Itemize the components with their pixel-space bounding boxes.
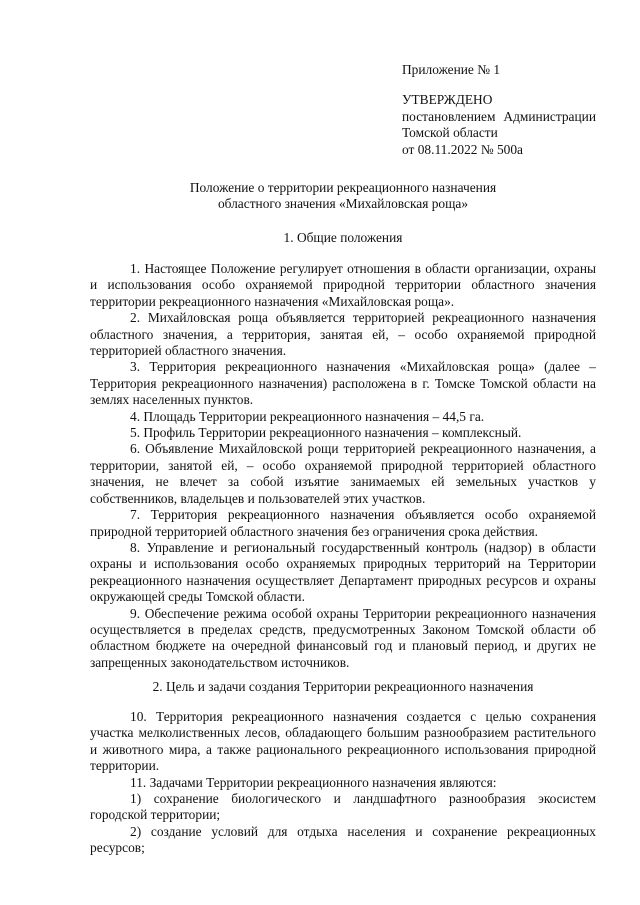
paragraph: 1) сохранение биологического и ландшафтного разнообразия экосистем городской территории; bbox=[90, 791, 596, 823]
document-title-line-2: областного значения «Михайловская роща» bbox=[217, 196, 469, 212]
section-1-heading: 1. Общие положения bbox=[283, 230, 403, 245]
paragraph: 5. Профиль Территории рекреационного назначения – комплексный. bbox=[130, 425, 522, 441]
paragraph: 1. Настоящее Положение регулирует отношения в области организации, охраны и использования особо охраняемой природной территории областного значения территории рекреационного назначения «Михайловская роща». bbox=[90, 261, 596, 309]
appendix-label: Приложение № 1 bbox=[402, 62, 501, 77]
paragraph: 3. Территория рекреационного назначения «Михайловская роща» (далее – Территория рекреационного назначения) расположена в г. Томске Томской области на землях населенных пунктов. bbox=[90, 359, 596, 408]
document-title bbox=[90, 180, 596, 213]
paragraph: 4. Площадь Территории рекреационного назначения – 44,5 га. bbox=[130, 408, 485, 424]
approval-block bbox=[402, 62, 596, 158]
paragraph: 8. Управление и региональный государственный контроль (надзор) в области охраны и использования особо охраняемых природных территорий на Территории рекреационного назначения осуществляет Департамент природных ресурсов и охраны окружающей среды Томской области. bbox=[90, 539, 596, 605]
paragraph: 7. Территория рекреационного назначения объявляется особо охраняемой природной территорией областного значения без ограничения срока действия. bbox=[90, 507, 596, 539]
section-2-body bbox=[90, 709, 596, 857]
approved-label: УТВЕРЖДЕНО bbox=[402, 92, 493, 108]
paragraph: 2. Михайловская роща объявляется территорией рекреационного назначения областного значения, а территория, занятая ей, – особо охраняемой природной территорией областного значения. bbox=[90, 310, 596, 359]
paragraph: 9. Обеспечение режима особой охраны Территории рекреационного назначения осуществляется в пределах средств, предусмотренных Законом Томской области об областном бюджете на очередной финансовый год и плановый период, и других не запрещенных законодательством источников. bbox=[90, 605, 596, 670]
document-title-line-1: Положение о территории рекреационного назначения bbox=[189, 180, 497, 195]
paragraph: 2) создание условий для отдыха населения и сохранение рекреационных ресурсов; bbox=[90, 823, 596, 856]
approval-date-number: от 08.11.2022 № 500а bbox=[402, 141, 523, 157]
approval-resolution-line: постановлением Администрации bbox=[402, 108, 596, 124]
section-1-body bbox=[90, 261, 596, 671]
paragraph: 6. Объявление Михайловской рощи территорией рекреационного назначения, а территории, занятой ей, – особо охраняемой природной территорией областного значения, не влечет за собой изъятие занимаемых ей земельных участков у собственников, владельцев и пользователей этих участков. bbox=[90, 441, 596, 506]
approval-authority-line: Томской области bbox=[402, 125, 498, 141]
paragraph: 10. Территория рекреационного назначения создается с целью сохранения участка мелколиственных лесов, обладающего большим разнообразием растительного и животного мира, а также рационального рекреационного использования природной территории. bbox=[90, 709, 596, 774]
section-2-heading: 2. Цель и задачи создания Территории рекреационного назначения bbox=[152, 679, 534, 694]
paragraph: 11. Задачами Территории рекреационного назначения являются: bbox=[130, 774, 497, 790]
